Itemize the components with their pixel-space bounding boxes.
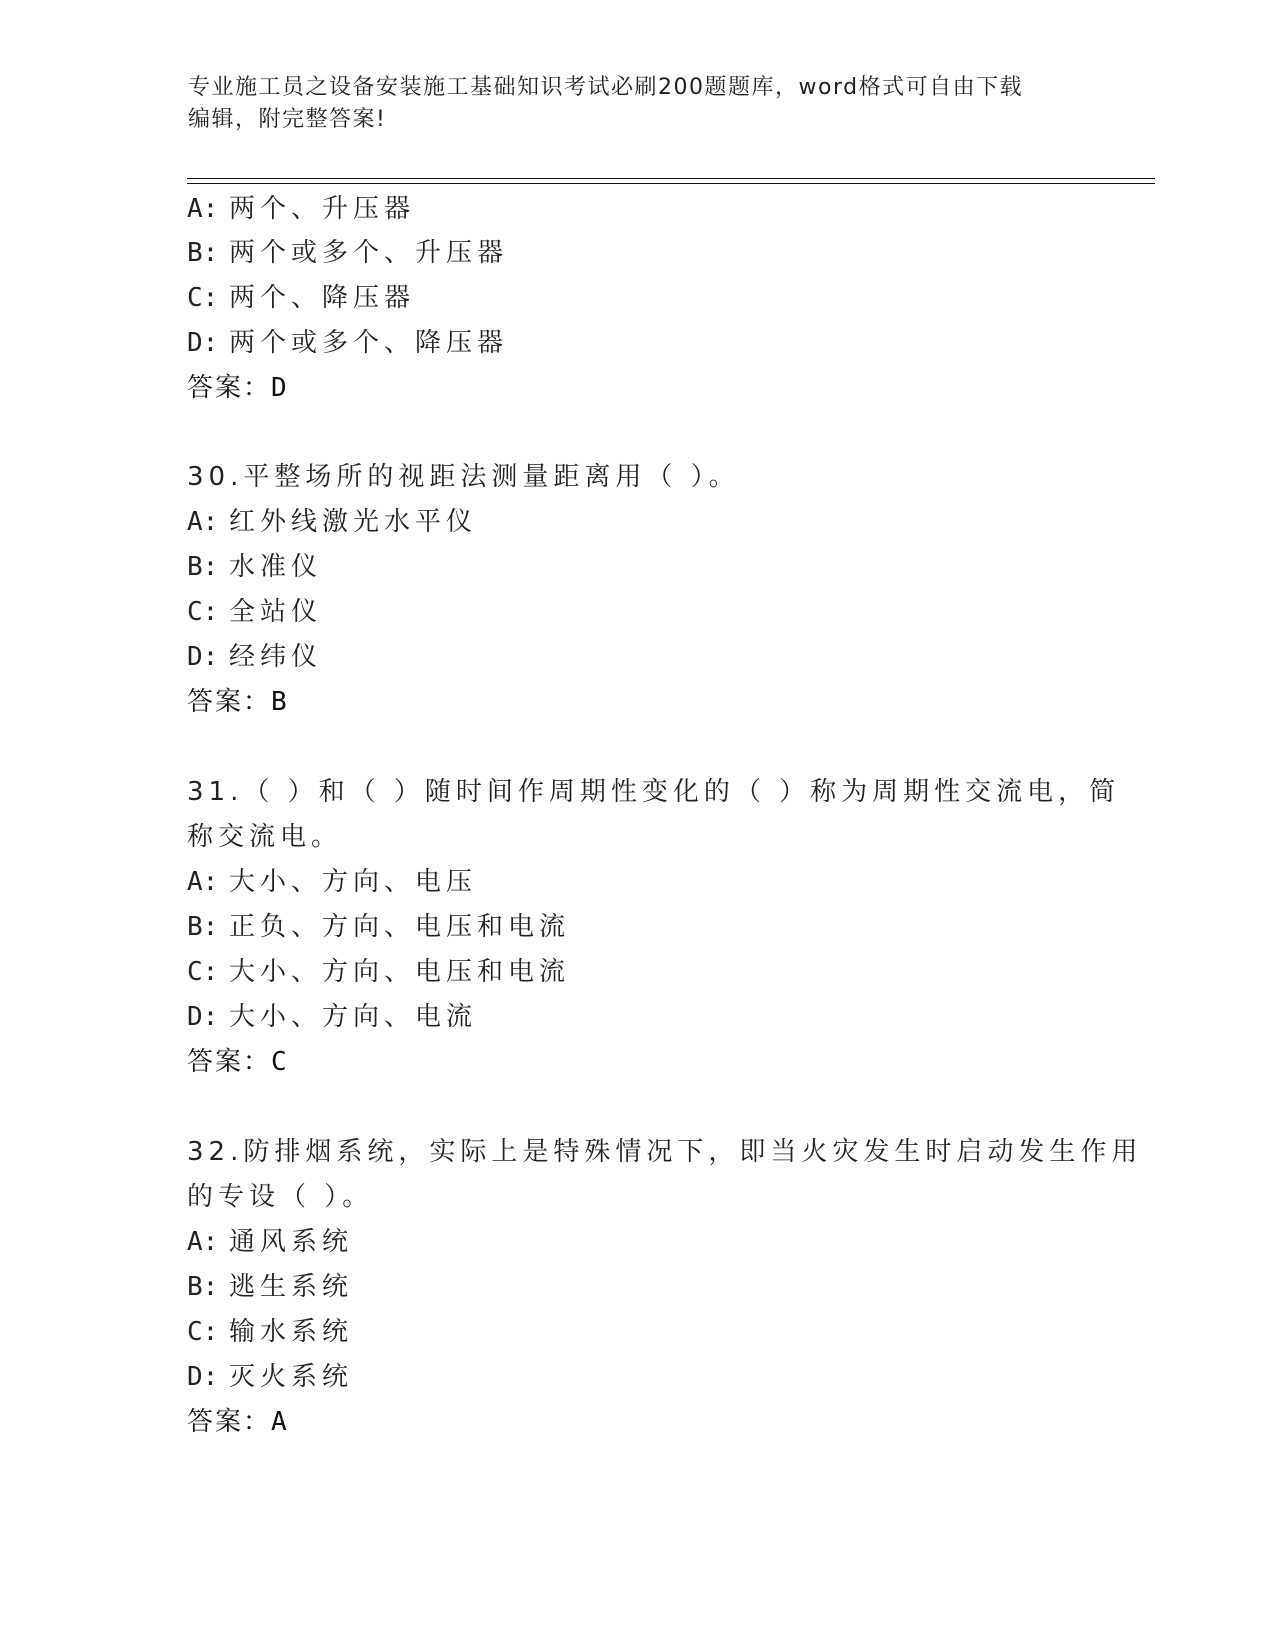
option-letter: B: <box>187 238 219 268</box>
option-letter: A: <box>187 507 219 537</box>
option-letter: C: <box>187 957 219 987</box>
answer-value: D <box>271 373 287 403</box>
option-c <box>187 281 415 315</box>
option-text: 两个、升压器 <box>229 194 416 224</box>
question-stem-line-1: 31.（ ）和（ ）随时间作周期性变化的（ ）称为周期性交流电，简 <box>187 777 1121 807</box>
answer-label: 答案： <box>187 373 272 403</box>
option-b <box>187 550 322 584</box>
question-stem: 30.平整场所的视距法测量距离用（ ）。 <box>187 462 740 492</box>
option-letter: D: <box>187 642 219 672</box>
option-text: 水准仪 <box>229 552 323 582</box>
option-text: 通风系统 <box>229 1227 354 1257</box>
option-a <box>187 192 415 226</box>
header-line-1: 专业施工员之设备安装施工基础知识考试必刷200题题库，word格式可自由下载 <box>188 75 1024 100</box>
option-text: 全站仪 <box>229 597 323 627</box>
option-text: 两个或多个、降压器 <box>229 328 509 358</box>
question-stem-line-2: 的专设（ ）。 <box>187 1182 374 1212</box>
answer-value: B <box>271 687 287 717</box>
option-text: 逃生系统 <box>229 1272 354 1302</box>
option-text: 输水系统 <box>229 1317 354 1347</box>
option-b <box>187 1270 353 1304</box>
question-stem-line-2: 称交流电。 <box>187 822 343 852</box>
option-b <box>187 910 570 944</box>
option-letter: B: <box>187 912 219 942</box>
option-letter: C: <box>187 1317 219 1347</box>
option-text: 红外线激光水平仪 <box>229 507 478 537</box>
answer-line <box>187 1045 287 1079</box>
option-a <box>187 1225 353 1259</box>
option-d <box>187 1360 353 1394</box>
option-letter: C: <box>187 597 219 627</box>
option-d <box>187 326 508 360</box>
answer-value: C <box>271 1047 287 1077</box>
answer-label: 答案： <box>187 1047 272 1077</box>
header-rule-top <box>187 178 1155 179</box>
option-text: 两个、降压器 <box>229 283 416 313</box>
option-text: 大小、方向、电流 <box>229 1002 478 1032</box>
answer-line <box>187 371 287 405</box>
header-line-2: 编辑，附完整答案! <box>188 107 387 132</box>
answer-value: A <box>271 1407 287 1437</box>
option-a <box>187 865 477 899</box>
option-text: 大小、方向、电压和电流 <box>229 957 571 987</box>
option-d <box>187 640 322 674</box>
option-letter: A: <box>187 867 219 897</box>
option-letter: D: <box>187 328 219 358</box>
option-c <box>187 955 570 989</box>
document-header <box>188 72 1088 136</box>
option-d <box>187 1000 477 1034</box>
option-letter: C: <box>187 283 219 313</box>
option-letter: D: <box>187 1002 219 1032</box>
header-rule-bottom <box>187 183 1155 184</box>
option-letter: B: <box>187 552 219 582</box>
answer-line <box>187 685 287 719</box>
option-text: 正负、方向、电压和电流 <box>229 912 571 942</box>
option-text: 大小、方向、电压 <box>229 867 478 897</box>
option-b <box>187 236 508 270</box>
option-text: 经纬仪 <box>229 642 323 672</box>
answer-line <box>187 1405 287 1439</box>
option-text: 灭火系统 <box>229 1362 354 1392</box>
option-text: 两个或多个、升压器 <box>229 238 509 268</box>
option-letter: A: <box>187 194 219 224</box>
answer-label: 答案： <box>187 1407 272 1437</box>
option-a <box>187 505 477 539</box>
option-letter: B: <box>187 1272 219 1302</box>
option-c <box>187 595 322 629</box>
answer-label: 答案： <box>187 687 272 717</box>
option-c <box>187 1315 353 1349</box>
option-letter: A: <box>187 1227 219 1257</box>
option-letter: D: <box>187 1362 219 1392</box>
question-stem-line-1: 32.防排烟系统，实际上是特殊情况下，即当火灾发生时启动发生作用 <box>187 1137 1143 1167</box>
